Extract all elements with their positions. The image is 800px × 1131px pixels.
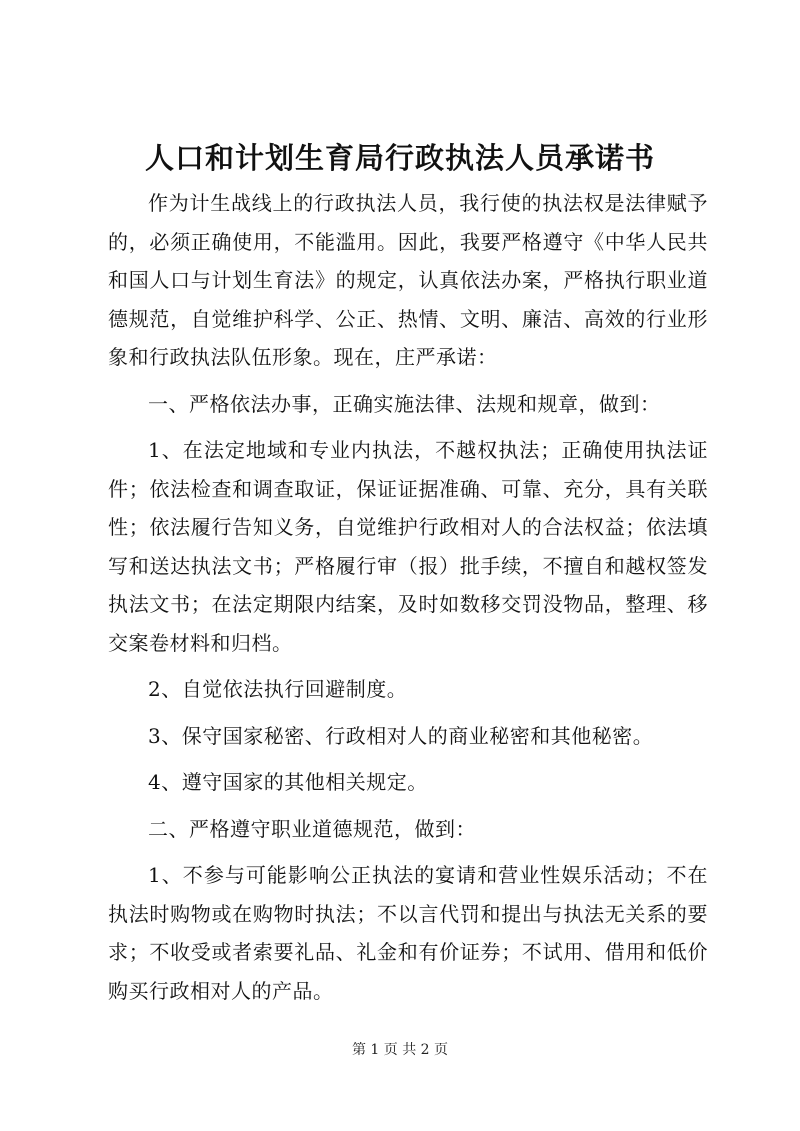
page-footer: 第 1 页 共 2 页	[351, 1042, 449, 1058]
document-body	[108, 184, 708, 1018]
section-heading-1: 一、严格依法办事，正确实施法律、法规和规章，做到：	[148, 391, 661, 416]
paragraph-intro: 作为计生战线上的行政执法人员，我行使的执法权是法律赋予的，必须正确使用，不能滥用。因此，我要严格遵守《中华人民共和国人口与计划生育法》的规定，认真依法办案，严格执行职业道德规范，自觉维护科学、公正、热情、文明、廉洁、高效的行业形象和行政执法队伍形象。现在，庄严承诺：	[108, 191, 708, 369]
section-heading-2: 二、严格遵守职业道德规范，做到：	[148, 816, 476, 841]
paragraph-item-1-4: 4、遵守国家的其他相关规定。	[148, 770, 428, 794]
paragraph-item-1-2: 2、自觉依法执行回避制度。	[148, 677, 408, 701]
paragraph-item-2-1: 1、不参与可能影响公正执法的宴请和营业性娱乐活动；不在执法时购物或在购物时执法；不以言代罚和提出与执法无关系的要求；不收受或者索要礼品、礼金和有价证券；不试用、借用和低价购买行政相对人的产品。	[108, 863, 708, 1003]
paragraph-item-1-3: 3、保守国家秘密、行政相对人的商业秘密和其他秘密。	[148, 723, 654, 748]
paragraph-item-1-1: 1、在法定地域和专业内执法，不越权执法；正确使用执法证件；依法检查和调查取证，保证证据准确、可靠、充分，具有关联性；依法履行告知义务，自觉维护行政相对人的合法权益；依法填写和送达执法文书；严格履行审（报）批手续，不擅自和越权签发执法文书；在法定期限内结案，及时如数移交罚没物品，整理、移交案卷材料和归档。	[108, 438, 708, 655]
page-title: 人口和计划生育局行政执法人员承诺书	[144, 141, 655, 175]
